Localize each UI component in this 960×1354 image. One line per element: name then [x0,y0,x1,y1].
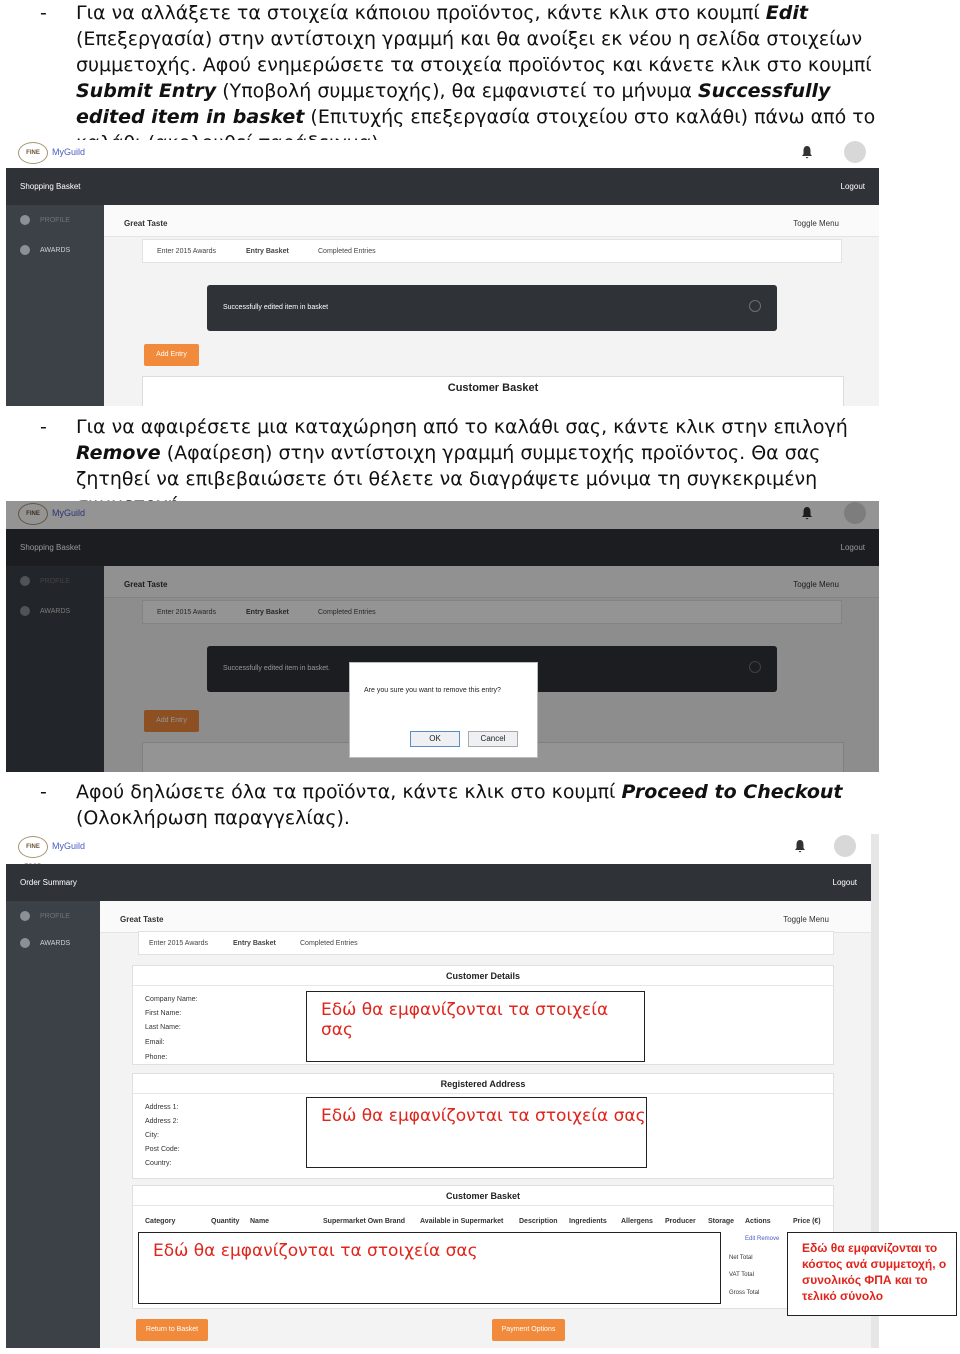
logout-link[interactable]: Logout [840,182,865,191]
gross-total-label: Gross Total [729,1290,760,1296]
customer-details-heading: Customer Details [133,966,833,986]
tab-entry-basket[interactable]: Entry Basket [233,940,276,947]
main-content [104,205,879,406]
fine-food-logo: FINE [18,503,48,525]
tab-enter-awards[interactable]: Enter 2015 Awards [149,940,209,947]
tab-entry-basket[interactable]: Entry Basket [246,248,289,255]
field-label: Company Name: [145,996,198,1003]
registered-address-heading: Registered Address [133,1074,833,1094]
field-label: Post Code: [145,1146,180,1153]
payment-options-button[interactable]: Payment Options [492,1319,565,1341]
placeholder-customer-details: Εδώ θα εμφανίζονται τα στοιχεία σας [306,991,645,1062]
tab-enter-awards[interactable]: Enter 2015 Awards [157,248,217,255]
column-header: Category [145,1218,176,1225]
toggle-menu-link[interactable]: Toggle Menu [783,915,829,924]
fine-food-logo: FINE [18,836,48,858]
page-title: Shopping Basket [20,182,81,191]
brand-link[interactable]: MyGuild [52,508,86,518]
success-alert [207,285,777,331]
instruction-remove-text: Για να αφαιρέσετε μια καταχώρηση από το καλάθι σας, κάντε κλικ στην επιλογή Remove (Αφαίρεση) στην αντίστοιχη γραμμή συμμετοχής προϊόντος. Θα σας ζητηθεί να επιβεβαιώσετε ότι θέλετε να διαγράψετε μόνιμα τη συγκεκριμένη [76,416,848,490]
toggle-menu-link[interactable]: Toggle Menu [793,580,839,589]
column-header: Name [250,1218,270,1225]
totals-callout: Εδώ θα εμφανίζονται το κόστος ανά συμμετοχή, ο συνολικός ΦΠΑ και το τελικό σύνολο [787,1232,957,1316]
instruction-checkout-text: Αφού δηλώσετε όλα τα προϊόντα, κάντε κλικ στο κουμπί Proceed to Checkout (Ολοκλήρωση παραγγελίας). [76,781,843,829]
field-label: Address 2: [145,1118,179,1125]
sidebar-item-awards[interactable]: AWARDS [20,938,70,948]
breadcrumb: Great Taste [124,219,168,228]
tab-enter-awards[interactable]: Enter 2015 Awards [157,609,217,616]
field-label: Last Name: [145,1024,181,1031]
sidebar-item-awards[interactable]: AWARDS [20,606,70,616]
breadcrumb-bar [104,205,879,237]
instruction-edit-text: Για να αλλάξετε τα στοιχεία κάποιου προϊόντος, κάντε κλικ στο κουμπί Edit (Επεξεργασία) στην αντίστοιχη γραμμή και θα ανοίξει εκ νέου η σελίδα στοιχείων συμμετοχής. Αφού ενημερώσετε τα στοιχεία προϊόντος και κάνετε κλικ στο κουμπί Submit Entry (Υποβολή συμμετοχής), θα εμφανιστεί το μήνυμα Successfully edited item in basket (Επιτυχής επεξεργασία στοιχείου στο καλάθι) πάνω από το [76,2,876,128]
top-bar [6,168,879,205]
cancel-button[interactable]: Cancel [468,731,518,747]
column-header: Actions [745,1218,771,1225]
sidebar [6,205,104,406]
screenshot-remove-confirm [6,501,879,772]
page-title: Shopping Basket [20,543,81,552]
tab-strip [142,239,842,263]
return-to-basket-button[interactable]: Return to Basket [136,1319,208,1341]
tab-completed-entries[interactable]: Completed Entries [318,248,376,255]
sidebar-item-profile[interactable]: PROFILE [20,911,70,921]
net-total-label: Net Total [729,1255,753,1261]
column-header: Producer [665,1218,696,1225]
sidebar-item-profile[interactable]: PROFILE [20,215,70,225]
alert-message: Successfully edited item in basket. [223,665,330,672]
breadcrumb-bar [100,901,871,933]
tab-completed-entries[interactable]: Completed Entries [300,940,358,947]
placeholder-basket-items: Εδώ θα εμφανίζονται τα στοιχεία σας [138,1232,721,1304]
screenshot-edit-success [6,140,879,406]
close-icon[interactable] [749,300,761,312]
confirm-message: Are you sure you want to remove this entry? [364,687,501,694]
logout-link[interactable]: Logout [840,543,865,552]
fine-food-logo: FINE [18,142,48,164]
add-entry-button[interactable]: Add Entry [144,344,199,366]
top-bar [6,864,879,901]
user-icon [20,911,30,921]
logout-link[interactable]: Logout [832,878,857,887]
alert-message: Successfully edited item in basket [223,304,329,311]
award-icon [20,938,30,948]
column-header: Supermarket Own Brand [323,1218,406,1225]
sidebar [6,901,100,1348]
award-icon [20,245,30,255]
tab-completed-entries[interactable]: Completed Entries [318,609,376,616]
customer-basket-heading: Customer Basket [142,376,844,406]
brand-link[interactable]: MyGuild [52,841,86,851]
column-header: Ingredients [569,1218,607,1225]
column-header: Price (€) [793,1218,821,1225]
column-header: Storage [708,1218,735,1225]
user-icon [20,215,30,225]
brand-bar [6,140,879,168]
ok-button[interactable]: OK [410,731,460,747]
breadcrumb: Great Taste [120,915,164,924]
brand-link[interactable]: MyGuild [52,147,86,157]
column-header: Available in Supermarket [420,1218,504,1225]
page-title: Order Summary [20,878,77,887]
field-label: City: [145,1132,159,1139]
sidebar-item-awards[interactable]: AWARDS [20,245,70,255]
edit-remove-links[interactable]: Edit Remove [745,1236,780,1242]
column-header: Allergens [621,1218,653,1225]
customer-basket-heading: Customer Basket [133,1186,833,1206]
tab-entry-basket[interactable]: Entry Basket [246,609,289,616]
column-header: Description [519,1218,558,1225]
brand-bar [6,834,879,862]
breadcrumb: Great Taste [124,580,168,589]
vat-total-label: VAT Total [729,1272,754,1278]
placeholder-registered-address: Εδώ θα εμφανίζονται τα στοιχεία σας [306,1097,647,1168]
column-header: Quantity [211,1218,240,1225]
bell-icon[interactable] [801,145,813,159]
tab-strip [138,931,834,955]
bullet-dash: - [40,2,47,24]
field-label: Country: [145,1160,172,1167]
bullet-dash: - [40,781,47,803]
confirm-dialog [349,662,538,758]
avatar[interactable] [834,835,856,857]
add-entry-button[interactable]: Add Entry [144,710,199,732]
toggle-menu-link[interactable]: Toggle Menu [793,219,839,228]
sidebar-item-profile[interactable]: PROFILE [20,576,70,586]
bell-icon[interactable] [794,839,806,853]
field-label: Address 1: [145,1104,179,1111]
field-label: First Name: [145,1010,182,1017]
avatar[interactable] [844,141,866,163]
bullet-dash: - [40,416,47,438]
field-label: Email: [145,1039,165,1046]
field-label: Phone: [145,1054,168,1061]
